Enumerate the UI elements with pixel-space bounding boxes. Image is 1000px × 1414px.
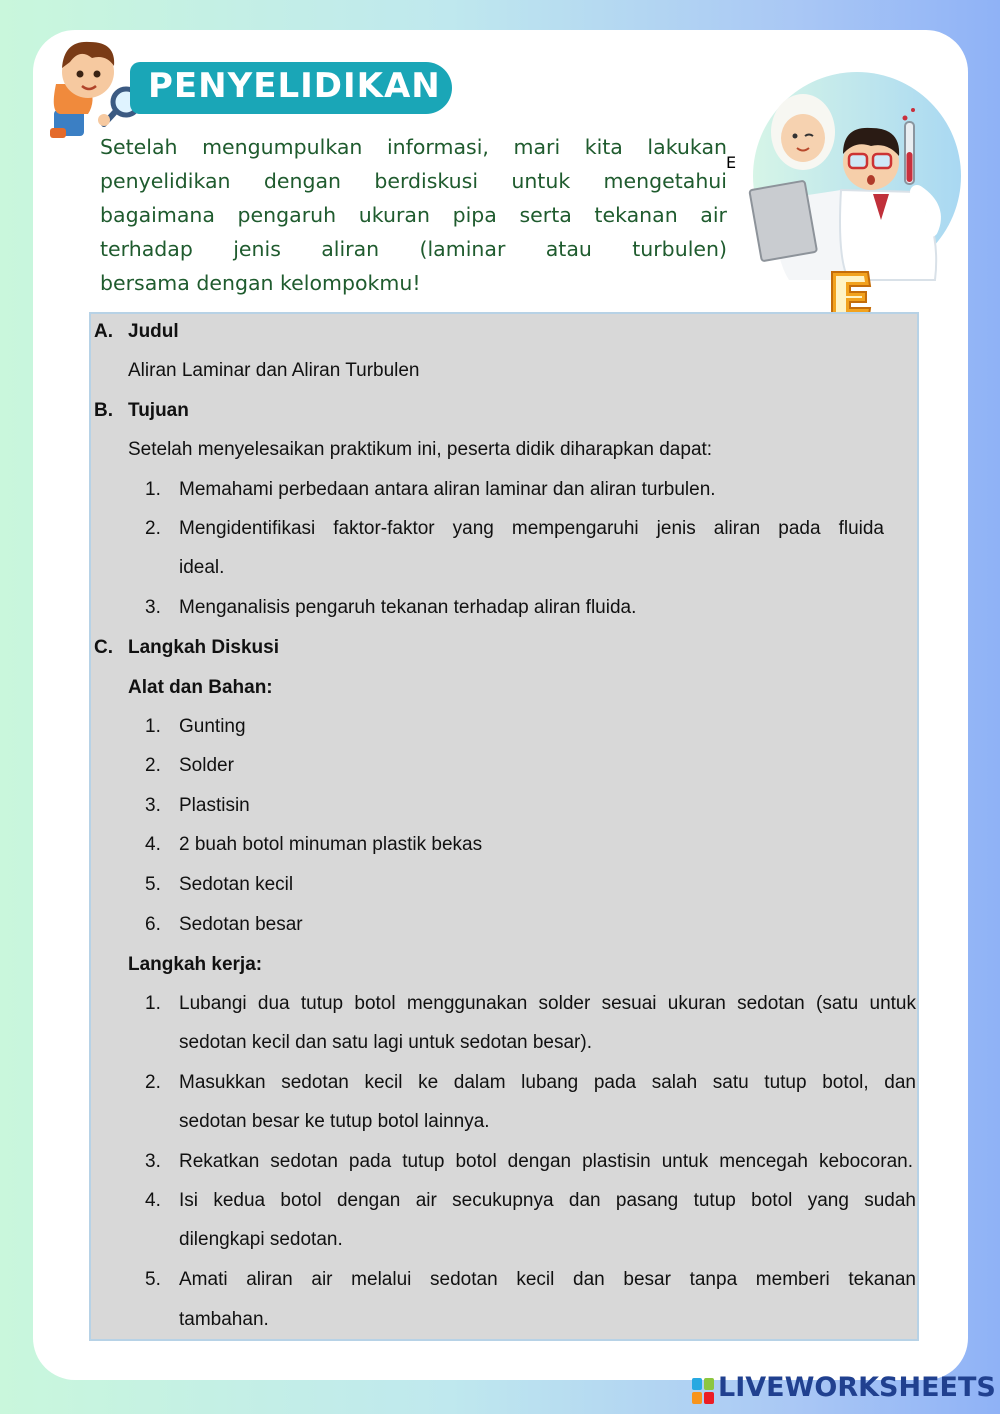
letter-e-label: E — [726, 153, 737, 172]
intro-line: bersama dengan kelompokmu! — [100, 271, 421, 295]
step-number: 2. — [145, 1072, 161, 1093]
goal-number: 3. — [145, 597, 161, 618]
goal-text: Menganalisis pengaruh tekanan terhadap aliran fluida. — [179, 597, 637, 618]
scientists-illustration — [745, 70, 965, 290]
goal-text: Mengidentifikasi faktor-faktor yang mempengaruhi jenis aliran pada fluida — [179, 518, 884, 539]
section-a-heading: Judul — [128, 321, 179, 342]
steps-heading: Langkah kerja: — [128, 954, 263, 975]
investigation-panel — [89, 312, 919, 1341]
step-text: Isi kedua botol dengan air secukupnya dan pasang tutup botol yang sudah — [179, 1190, 916, 1211]
section-a-marker: A. — [94, 321, 113, 342]
section-b-marker: B. — [94, 400, 113, 421]
step-text: Masukkan sedotan kecil ke dalam lubang pada salah satu tutup botol, dan — [179, 1072, 916, 1093]
section-c-heading: Langkah Diskusi — [128, 637, 279, 658]
tools-heading: Alat dan Bahan: — [128, 677, 273, 698]
step-number: 1. — [145, 993, 161, 1014]
goal-number: 1. — [145, 479, 161, 500]
goal-text: Memahami perbedaan antara aliran laminar dan aliran turbulen. — [179, 479, 716, 500]
tool-number: 1. — [145, 716, 161, 737]
tool-label: Sedotan besar — [179, 914, 303, 935]
tool-label: Plastisin — [179, 795, 250, 816]
tool-label: 2 buah botol minuman plastik bekas — [179, 834, 483, 855]
step-text-cont: sedotan besar ke tutup botol lainnya. — [179, 1111, 490, 1132]
tool-number: 6. — [145, 914, 161, 935]
section-a-text: Aliran Laminar dan Aliran Turbulen — [128, 360, 420, 381]
step-text-cont: tambahan. — [179, 1309, 269, 1330]
tool-number: 4. — [145, 834, 161, 855]
section-b-text: Setelah menyelesaikan praktikum ini, peserta didik diharapkan dapat: — [128, 439, 713, 460]
tool-label: Gunting — [179, 716, 246, 737]
tool-number: 3. — [145, 795, 161, 816]
step-number: 4. — [145, 1190, 161, 1211]
tool-label: Sedotan kecil — [179, 874, 294, 895]
intro-line: penyelidikan dengan berdiskusi untuk mengetahui — [100, 169, 727, 193]
step-text: Lubangi dua tutup botol menggunakan solder sesuai ukuran sedotan (satu untuk — [179, 993, 916, 1014]
intro-line: terhadap jenis aliran (laminar atau turbulen) — [100, 237, 727, 261]
intro-line: Setelah mengumpulkan informasi, mari kita lakukan — [100, 135, 727, 159]
liveworksheets-brand[interactable]: LIVEWORKSHEETS — [718, 1372, 996, 1403]
intro-line: bagaimana pengaruh ukuran pipa serta tekanan air — [100, 203, 727, 227]
tool-number: 5. — [145, 874, 161, 895]
step-text: Amati aliran air melalui sedotan kecil dan besar tanpa memberi tekanan — [179, 1269, 916, 1290]
goal-text-cont: ideal. — [179, 557, 225, 578]
step-text-cont: sedotan kecil dan satu lagi untuk sedotan besar). — [179, 1032, 592, 1053]
intro-paragraph — [100, 130, 727, 300]
tool-label: Solder — [179, 755, 234, 776]
step-number: 3. — [145, 1151, 161, 1172]
section-title-banner — [130, 62, 452, 114]
step-text-cont: dilengkapi sedotan. — [179, 1229, 343, 1250]
section-title: PENYELIDIKAN — [148, 66, 441, 106]
liveworksheets-logo-icon — [692, 1378, 714, 1404]
section-c-marker: C. — [94, 637, 113, 658]
tool-number: 2. — [145, 755, 161, 776]
step-number: 5. — [145, 1269, 161, 1290]
goal-number: 2. — [145, 518, 161, 539]
section-b-heading: Tujuan — [128, 400, 189, 421]
step-text: Rekatkan sedotan pada tutup botol dengan plastisin untuk mencegah kebocoran. — [179, 1151, 913, 1172]
